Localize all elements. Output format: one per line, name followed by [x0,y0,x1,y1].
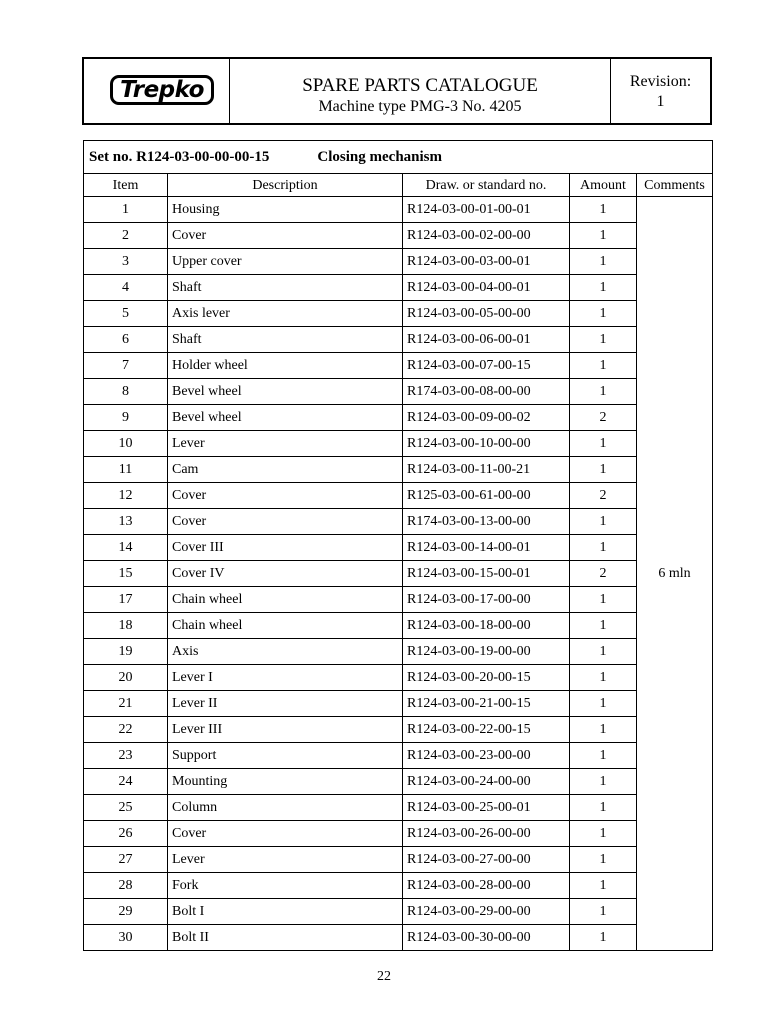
cell-drawing: R124-03-00-18-00-00 [403,613,570,639]
cell-description: Housing [168,197,403,223]
cell-drawing: R124-03-00-17-00-00 [403,587,570,613]
cell-description: Cover [168,483,403,509]
cell-description: Cam [168,457,403,483]
cell-item: 2 [84,223,168,249]
column-header-item: Item [84,174,168,197]
cell-item: 9 [84,405,168,431]
cell-amount: 1 [570,665,637,691]
table-row [84,587,713,613]
cell-description: Cover [168,509,403,535]
cell-drawing: R124-03-00-07-00-15 [403,353,570,379]
cell-amount: 1 [570,223,637,249]
table-row [84,561,713,587]
cell-item: 24 [84,769,168,795]
cell-amount: 2 [570,483,637,509]
table-row [84,353,713,379]
cell-item: 3 [84,249,168,275]
cell-description: Bevel wheel [168,379,403,405]
cell-drawing: R124-03-00-27-00-00 [403,847,570,873]
cell-drawing: R124-03-00-30-00-00 [403,925,570,951]
table-row [84,925,713,951]
set-cell [84,141,713,174]
cell-drawing: R124-03-00-14-00-01 [403,535,570,561]
cell-amount: 1 [570,639,637,665]
cell-amount: 1 [570,691,637,717]
cell-amount: 1 [570,899,637,925]
cell-drawing: R124-03-00-25-00-01 [403,795,570,821]
set-name: Closing mechanism [317,149,442,165]
cell-drawing: R124-03-00-09-00-02 [403,405,570,431]
cell-description: Fork [168,873,403,899]
cell-item: 15 [84,561,168,587]
cell-description: Lever II [168,691,403,717]
set-row [84,141,713,174]
cell-amount: 1 [570,509,637,535]
cell-item: 8 [84,379,168,405]
cell-item: 19 [84,639,168,665]
cell-description: Lever I [168,665,403,691]
table-row [84,223,713,249]
cell-drawing: R124-03-00-21-00-15 [403,691,570,717]
cell-item: 20 [84,665,168,691]
cell-item: 30 [84,925,168,951]
cell-amount: 1 [570,587,637,613]
table-row [84,873,713,899]
trepko-logo: Trepko [110,75,214,105]
cell-item: 12 [84,483,168,509]
cell-description: Axis [168,639,403,665]
cell-description: Upper cover [168,249,403,275]
cell-amount: 2 [570,561,637,587]
cell-item: 21 [84,691,168,717]
table-row [84,379,713,405]
cell-item: 28 [84,873,168,899]
cell-amount: 1 [570,353,637,379]
cell-amount: 1 [570,743,637,769]
revision-cell [610,59,710,123]
cell-item: 22 [84,717,168,743]
cell-drawing: R124-03-00-29-00-00 [403,899,570,925]
cell-amount: 1 [570,431,637,457]
table-row [84,197,713,223]
cell-item: 23 [84,743,168,769]
table-row [84,457,713,483]
cell-drawing: R124-03-00-06-00-01 [403,327,570,353]
table-row [84,743,713,769]
cell-item: 6 [84,327,168,353]
column-header-comments: Comments [637,174,713,197]
column-header-row [84,174,713,197]
cell-drawing: R124-03-00-26-00-00 [403,821,570,847]
table-row [84,639,713,665]
cell-drawing: R174-03-00-08-00-00 [403,379,570,405]
revision-value: 1 [656,93,665,110]
logo-cell [84,59,230,123]
cell-drawing: R124-03-00-04-00-01 [403,275,570,301]
cell-description: Lever III [168,717,403,743]
cell-item: 14 [84,535,168,561]
parts-table [83,140,713,951]
cell-item: 11 [84,457,168,483]
cell-item: 7 [84,353,168,379]
cell-description: Support [168,743,403,769]
cell-item: 1 [84,197,168,223]
cell-drawing: R124-03-00-02-00-00 [403,223,570,249]
comments-cell: 6 mln [637,197,713,951]
title-cell [230,59,610,123]
cell-item: 17 [84,587,168,613]
cell-item: 18 [84,613,168,639]
cell-description: Shaft [168,327,403,353]
table-row [84,509,713,535]
cell-description: Cover [168,223,403,249]
table-row [84,821,713,847]
column-header-amount: Amount [570,174,637,197]
table-row [84,691,713,717]
cell-description: Bolt II [168,925,403,951]
cell-drawing: R124-03-00-24-00-00 [403,769,570,795]
cell-drawing: R124-03-00-15-00-01 [403,561,570,587]
cell-description: Holder wheel [168,353,403,379]
table-row [84,327,713,353]
cell-drawing: R125-03-00-61-00-00 [403,483,570,509]
catalogue-title: SPARE PARTS CATALOGUE [302,75,538,96]
cell-description: Chain wheel [168,587,403,613]
table-row [84,795,713,821]
cell-description: Bevel wheel [168,405,403,431]
table-row [84,301,713,327]
cell-drawing: R124-03-00-03-00-01 [403,249,570,275]
cell-item: 26 [84,821,168,847]
cell-item: 5 [84,301,168,327]
cell-amount: 1 [570,821,637,847]
cell-amount: 1 [570,301,637,327]
cell-amount: 1 [570,769,637,795]
cell-amount: 1 [570,249,637,275]
cell-description: Cover IV [168,561,403,587]
machine-type: Machine type PMG-3 No. 4205 [318,98,522,115]
table-row [84,483,713,509]
cell-amount: 1 [570,197,637,223]
cell-description: Bolt I [168,899,403,925]
revision-label: Revision: [629,73,692,90]
table-row [84,769,713,795]
cell-drawing: R124-03-00-05-00-00 [403,301,570,327]
cell-drawing: R124-03-00-11-00-21 [403,457,570,483]
cell-description: Cover [168,821,403,847]
cell-drawing: R174-03-00-13-00-00 [403,509,570,535]
cell-description: Column [168,795,403,821]
cell-item: 29 [84,899,168,925]
cell-drawing: R124-03-00-23-00-00 [403,743,570,769]
cell-amount: 1 [570,925,637,951]
column-header-description: Description [168,174,403,197]
cell-drawing: R124-03-00-28-00-00 [403,873,570,899]
table-row [84,899,713,925]
cell-description: Shaft [168,275,403,301]
table-row [84,665,713,691]
cell-amount: 1 [570,613,637,639]
cell-item: 13 [84,509,168,535]
table-row [84,405,713,431]
table-row [84,613,713,639]
cell-amount: 1 [570,717,637,743]
cell-amount: 1 [570,379,637,405]
table-row [84,249,713,275]
cell-item: 27 [84,847,168,873]
cell-description: Mounting [168,769,403,795]
table-row [84,847,713,873]
cell-drawing: R124-03-00-10-00-00 [403,431,570,457]
table-row [84,275,713,301]
set-number: Set no. R124-03-00-00-00-15 [89,149,270,165]
table-row [84,431,713,457]
cell-description: Chain wheel [168,613,403,639]
cell-drawing: R124-03-00-19-00-00 [403,639,570,665]
column-header-drawing: Draw. or standard no. [403,174,570,197]
cell-amount: 1 [570,535,637,561]
cell-drawing: R124-03-00-20-00-15 [403,665,570,691]
cell-amount: 1 [570,275,637,301]
cell-drawing: R124-03-00-01-00-01 [403,197,570,223]
parts-body [84,197,713,951]
page-number: 22 [377,969,391,984]
cell-item: 4 [84,275,168,301]
catalogue-header [82,57,712,125]
table-row [84,717,713,743]
cell-amount: 1 [570,847,637,873]
cell-item: 25 [84,795,168,821]
cell-amount: 1 [570,457,637,483]
cell-amount: 2 [570,405,637,431]
cell-description: Lever [168,847,403,873]
cell-amount: 1 [570,327,637,353]
cell-amount: 1 [570,873,637,899]
cell-amount: 1 [570,795,637,821]
cell-description: Lever [168,431,403,457]
cell-description: Axis lever [168,301,403,327]
cell-item: 10 [84,431,168,457]
cell-description: Cover III [168,535,403,561]
table-row [84,535,713,561]
cell-drawing: R124-03-00-22-00-15 [403,717,570,743]
